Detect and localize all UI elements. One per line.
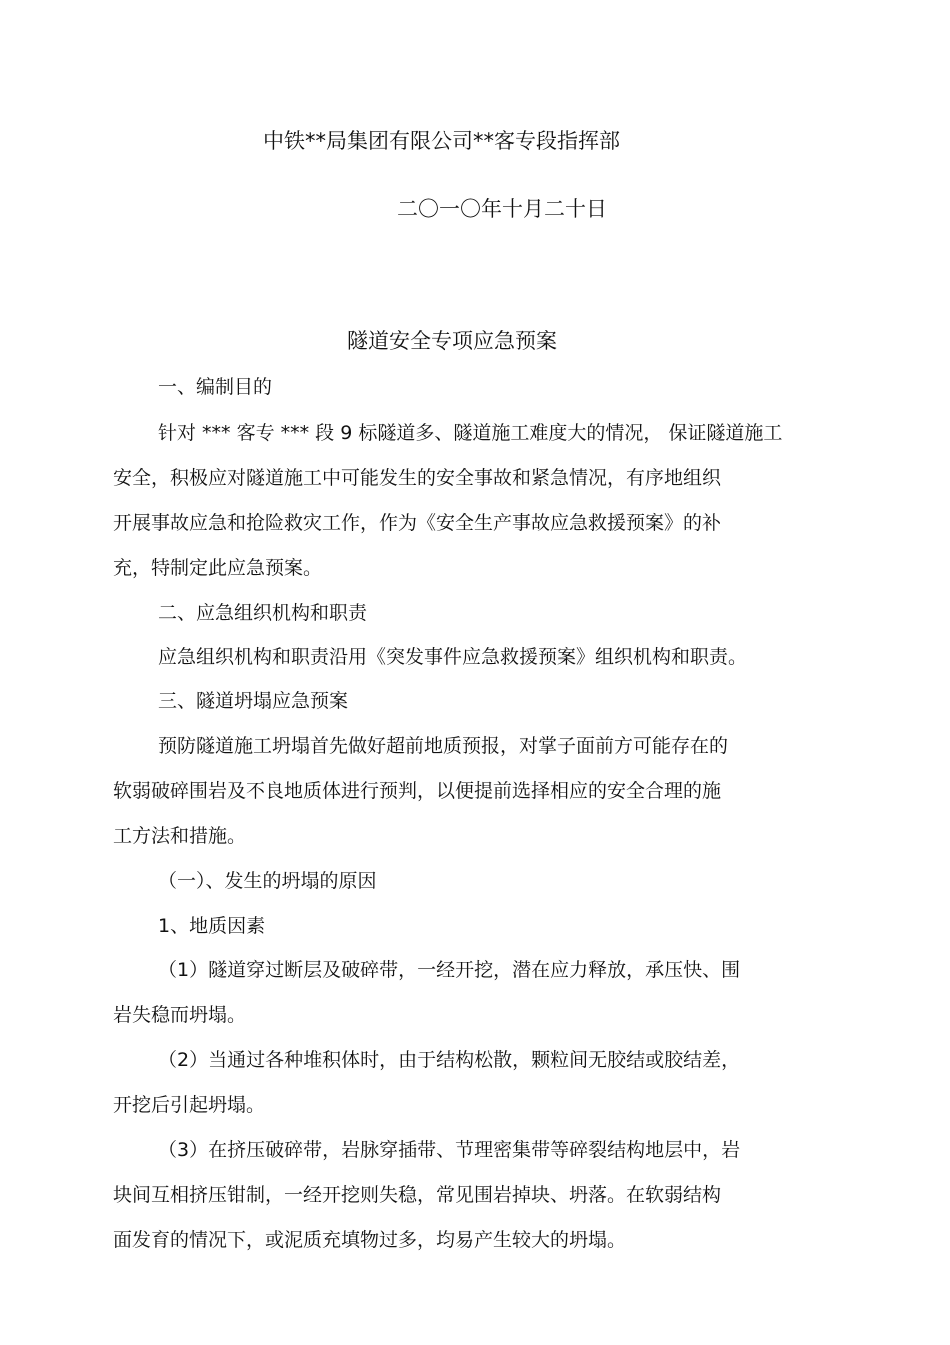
section-heading: 三、隧道坍塌应急预案 [158,690,349,712]
paragraph-line: 软弱破碎围岩及不良地质体进行预判，以便提前选择相应的安全合理的施 [113,780,722,802]
paragraph-line: 工方法和措施。 [113,825,247,847]
section-heading: 二、应急组织机构和职责 [158,602,368,624]
paragraph-line: 开展事故应急和抢险救灾工作，作为《安全生产事故应急救援预案》的补 [113,512,722,534]
subsection-heading: （一）、发生的坍塌的原因 [158,870,377,892]
paragraph-line: 预防隧道施工坍塌首先做好超前地质预报，对掌子面前方可能存在的 [158,735,729,757]
paragraph-line: 安全，积极应对隧道施工中可能发生的安全事故和紧急情况，有序地组织 [113,467,722,489]
paragraph-line: 充，特制定此应急预案。 [113,557,323,579]
paragraph-line: （1）隧道穿过断层及破碎带，一经开挖，潜在应力释放，承压快、围 [158,959,741,981]
section-heading: 一、编制目的 [158,376,273,398]
paragraph-line: 岩失稳而坍塌。 [113,1004,247,1026]
subsection-heading: 1、地质因素 [158,915,266,937]
paragraph-line: 应急组织机构和职责沿用《突发事件应急救援预案》组织机构和职责。 [158,646,748,668]
document-date: 二〇一〇年十月二十日 [397,197,607,221]
paragraph-line: 面发育的情况下，或泥质充填物过多，均易产生较大的坍塌。 [113,1229,627,1251]
paragraph-line: 块间互相挤压钳制，一经开挖则失稳，常见围岩掉块、坍落。在软弱结构 [113,1184,722,1206]
document-title: 隧道安全专项应急预案 [347,329,557,353]
paragraph-line: （2）当通过各种堆积体时，由于结构松散，颗粒间无胶结或胶结差， [158,1049,741,1071]
paragraph-line: 针对 *** 客专 *** 段 9 标隧道多、隧道施工难度大的情况， 保证隧道施工 [158,422,783,444]
paragraph-line: （3）在挤压破碎带，岩脉穿插带、节理密集带等碎裂结构地层中，岩 [158,1139,741,1161]
paragraph-line: 开挖后引起坍塌。 [113,1094,266,1116]
organization-name: 中铁**局集团有限公司**客专段指挥部 [263,129,620,153]
